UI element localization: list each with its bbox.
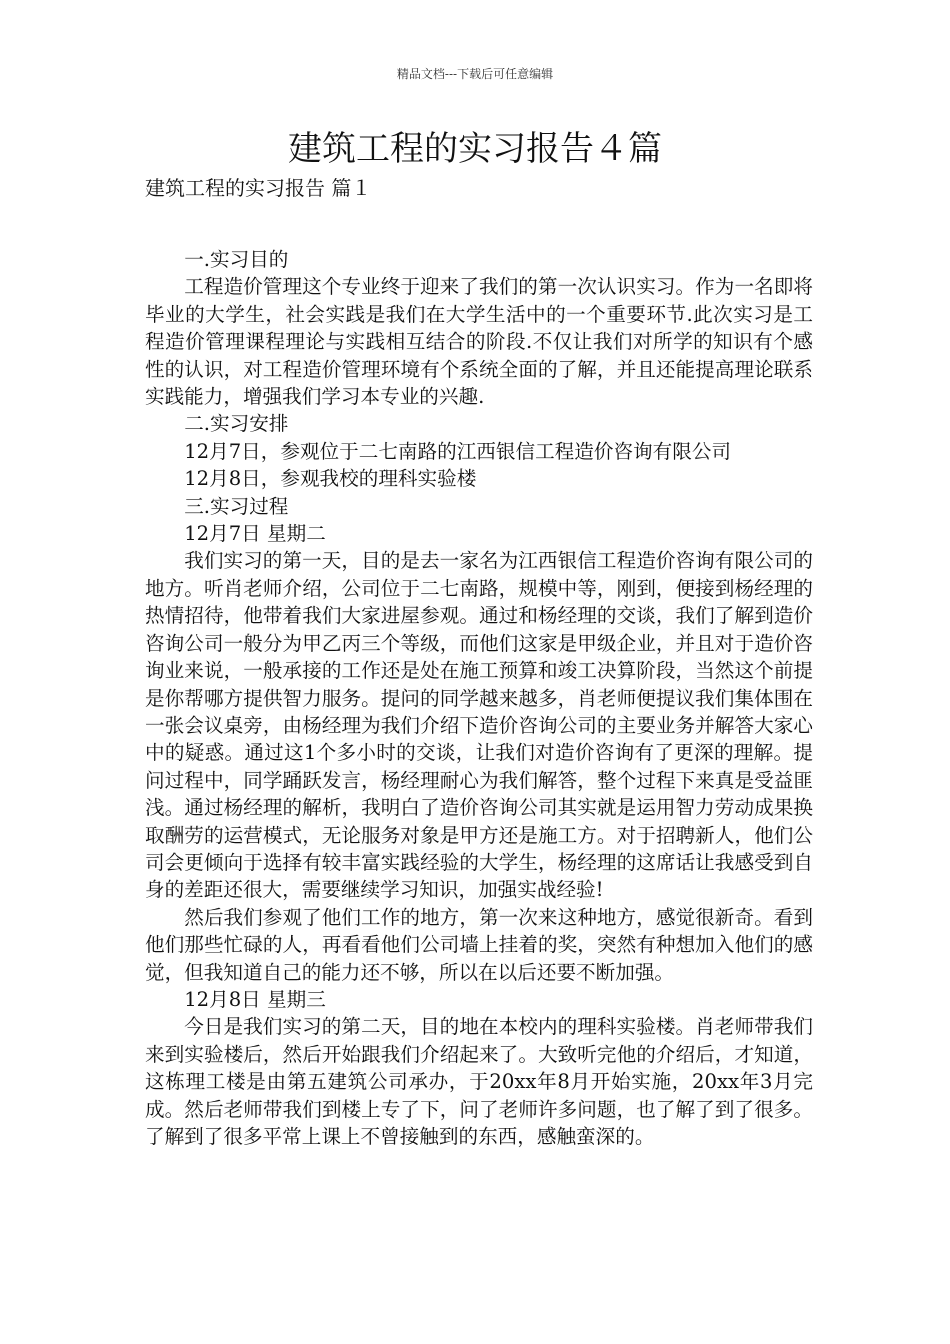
date-heading-dec7: 12月7日 星期二 xyxy=(184,522,326,546)
document-title: 建筑工程的实习报告４篇 xyxy=(288,129,662,169)
paragraph-day1-visit: 然后我们参观了他们工作的地方，第一次来这种地方，感觉很新奇。看到他们那些忙碌的人，再看看他们公司墙上挂着的奖，突然有种想加入他们的感觉，但我知道自己的能力还不够，所以在以后还要不断加强。 xyxy=(145,905,813,984)
heading-purpose: 一.实习目的 xyxy=(184,248,289,271)
paragraph-day1: 我们实习的第一天，目的是去一家名为江西银信工程造价咨询有限公司的地方。听肖老师介绍，公司位于二七南路，规模中等，刚到，便接到杨经理的热情招待，他带着我们大家进屋参观。通过和杨经理的交谈，我们了解到造价咨询公司一般分为甲乙丙三个等级，而他们这家是甲级企业，并且对于造价咨询业来说，一般承接的工作还是处在施工预算和竣工决算阶段，当然这个前提是你帮哪方提供智力服务。提问的同学越来越多，肖老师便提议我们集体围在一张会议桌旁，由杨经理为我们介绍下造价咨询公司的主要业务并解答大家心中的疑惑。通过这1个多小时的交谈，让我们对造价咨询有了更深的理解。提问过程中，同学踊跃发言，杨经理耐心为我们解答，整个过程下来真是受益匪浅。通过杨经理的解析，我明白了造价咨询公司其实就是运用智力劳动成果换取酬劳的运营模式，无论服务对象是甲方还是施工方。对于招聘新人，他们公司会更倾向于选择有较丰富实践经验的大学生，杨经理的这席话让我感受到自身的差距还很大，需要继续学习知识，加强实战经验! xyxy=(145,549,813,902)
section-subtitle: 建筑工程的实习报告 篇１ xyxy=(145,176,372,200)
document-body xyxy=(145,246,813,1150)
schedule-item-dec7: 12月7日，参观位于二七南路的江西银信工程造价咨询有限公司 xyxy=(184,439,732,463)
schedule-item-dec8: 12月8日，参观我校的理科实验楼 xyxy=(184,467,477,491)
paragraph-purpose: 工程造价管理这个专业终于迎来了我们的第一次认识实习。作为一名即将毕业的大学生，社会实践是我们在大学生活中的一个重要环节.此次实习是工程造价管理课程理论与实践相互结合的阶段.不仅让我们对所学的知识有个感性的认识，对工程造价管理环境有个系统全面的了解，并且还能提高理论联系实践能力，增强我们学习本专业的兴趣. xyxy=(145,275,813,409)
heading-schedule: 二.实习安排 xyxy=(184,412,289,436)
paragraph-day2: 今日是我们实习的第二天，目的地在本校内的理科实验楼。肖老师带我们来到实验楼后，然后开始跟我们介绍起来了。大致听完他的介绍后，才知道，这栋理工楼是由第五建筑公司承办，于20xx年8月开始实施，20xx年3月完成。然后老师带我们到楼上专了下，问了老师许多问题，也了解了到了很多。了解到了很多平常上课上不曾接触到的东西，感触蛮深的。 xyxy=(145,1015,813,1148)
heading-process: 三.实习过程 xyxy=(184,494,289,518)
header-note: 精品文档---下载后可任意编辑 xyxy=(396,67,554,81)
date-heading-dec8: 12月8日 星期三 xyxy=(184,987,326,1011)
